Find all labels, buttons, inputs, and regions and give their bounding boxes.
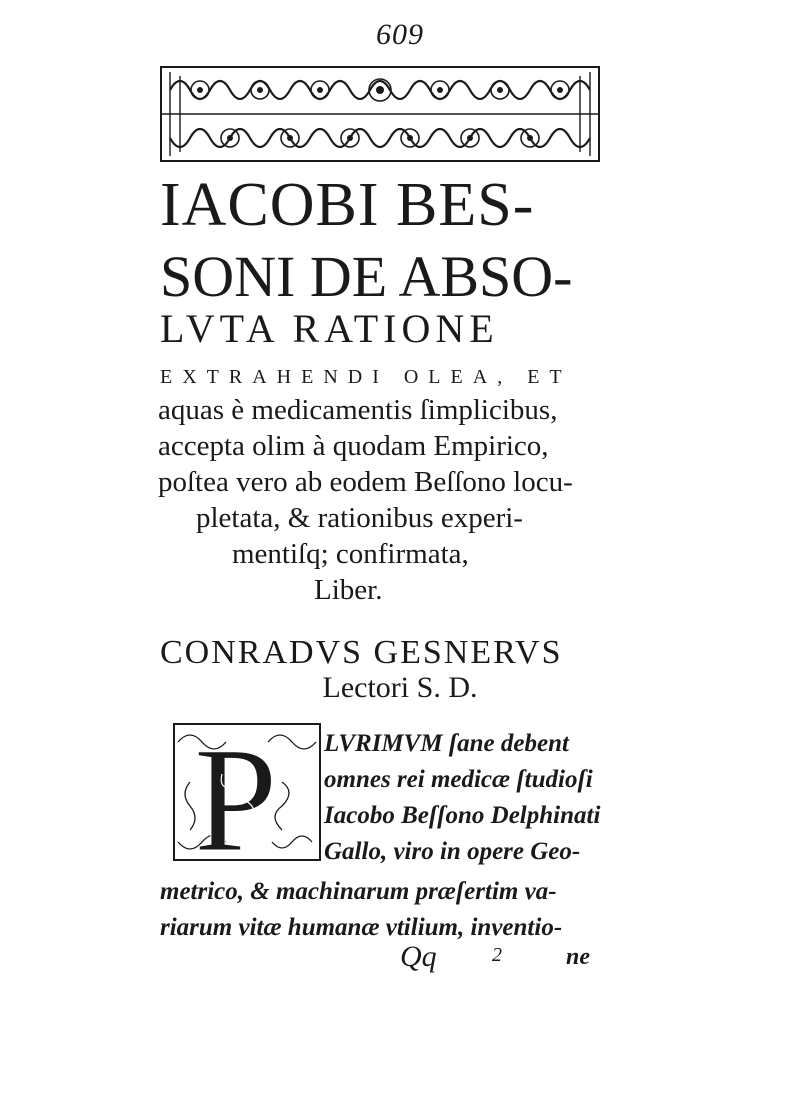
italic-line-3: Iacobo Beſſono Delphinati [324, 802, 601, 829]
initial-letter: P [194, 722, 278, 862]
catchword: ne [566, 944, 590, 970]
title-line-1: IACOBI BES- [160, 171, 535, 239]
italic-line-7: riarum vitæ humanæ vtilium, inventio- [160, 914, 563, 941]
body-line-4: pletata, & rationibus experi- [196, 502, 523, 534]
italic-line-1: LVRIMVM ſane debent [324, 730, 569, 757]
signature-mark: Qq [400, 940, 437, 973]
body-line-1: aquas è medicamentis ſimplicibus, [158, 394, 558, 426]
ornamental-headpiece [160, 66, 600, 162]
signature-number: 2 [492, 944, 502, 966]
title-line-4: EXTRAHENDI OLEA, ET [160, 366, 572, 388]
title-line-3: LVTA RATIONE [160, 306, 499, 351]
page-number: 609 [376, 18, 424, 51]
italic-line-2: omnes rei medicæ ſtudioſi [324, 766, 593, 793]
author-heading: CONRADVS GESNERVS [160, 634, 563, 671]
title-line-2: SONI DE ABSO- [160, 244, 573, 309]
decorated-initial [172, 722, 322, 862]
italic-line-4: Gallo, viro in opere Geo- [324, 838, 581, 865]
body-line-2: accepta olim à quodam Empirico, [158, 430, 549, 462]
body-line-3: poſtea vero ab eodem Beſſono locu- [158, 466, 573, 498]
body-line-5: mentiſq; confirmata, [232, 538, 469, 570]
italic-line-6: metrico, & machinarum præſertim va- [160, 878, 557, 905]
addressee-line: Lectori S. D. [322, 671, 478, 704]
body-line-6: Liber. [314, 574, 383, 606]
